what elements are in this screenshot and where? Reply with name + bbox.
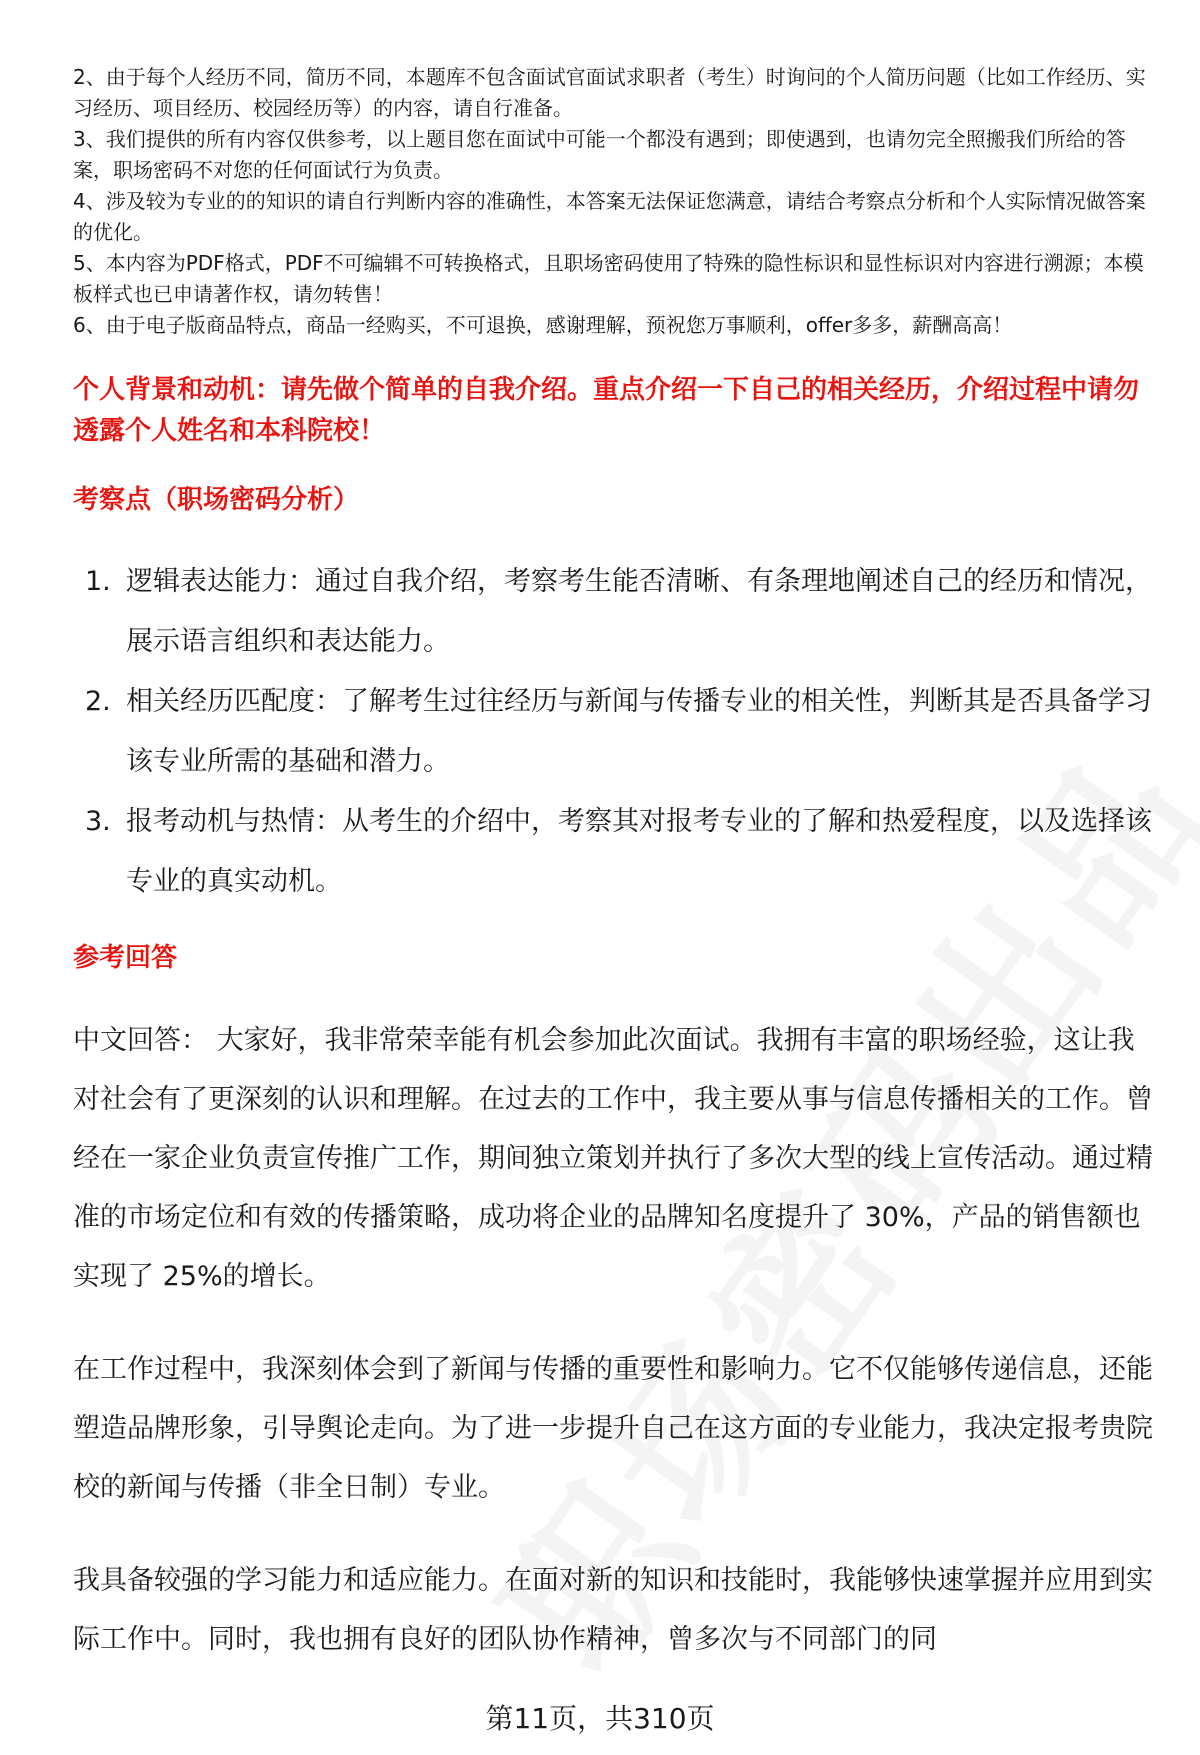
analysis-points-list [73,552,1153,912]
analysis-point [73,552,1153,672]
point-text: 相关经历匹配度：了解考生过往经历与新闻与传播专业的相关性，判断其是否具备学习该专业所需的基础和潜力。 [126,686,1152,777]
note-item: 2、由于每个人经历不同，简历不同，本题库不包含面试官面试求职者（考生）时询问的个人简历问题（比如工作经历、实习经历、项目经历、校园经历等）的内容，请自行准备。 [73,65,1146,120]
note-item: 6、由于电子版商品特点，商品一经购买，不可退换，感谢理解，预祝您万事顺利，offer多多，薪酬高高！ [73,313,1013,337]
point-text: 报考动机与热情：从考生的介绍中，考察其对报考专业的了解和热爱程度，以及选择该专业的真实动机。 [126,806,1152,897]
notes-block [73,62,1153,341]
point-number: 3. [85,806,111,837]
page-number-footer: 第11页，共310页 [0,1699,1200,1739]
answer-paragraph: 我具备较强的学习能力和适应能力。在面对新的知识和技能时，我能够快速掌握并应用到实际工作中。同时，我也拥有良好的团队协作精神，曾多次与不同部门的同 [73,1565,1153,1655]
answer-heading: 参考回答 [73,943,178,973]
point-text: 逻辑表达能力：通过自我介绍，考察考生能否清晰、有条理地阐述自己的经历和情况，展示语言组织和表达能力。 [126,566,1152,657]
note-item: 5、本内容为PDF格式，PDF不可编辑不可转换格式，且职场密码使用了特殊的隐性标识和显性标识对内容进行溯源；本模板样式也已申请著作权，请勿转售！ [73,251,1144,306]
note-item: 4、涉及较为专业的的知识的请自行判断内容的准确性，本答案无法保证您满意，请结合考察点分析和个人实际情况做答案的优化。 [73,189,1146,244]
answer-paragraph: 中文回答： 大家好，我非常荣幸能有机会参加此次面试。我拥有丰富的职场经验，这让我对社会有了更深刻的认识和理解。在过去的工作中，我主要从事与信息传播相关的工作。曾经在一家企业负责宣传推广工作，期间独立策划并执行了多次大型的线上宣传活动。通过精准的市场定位和有效的传播策略，成功将企业的品牌知名度提升了 30%，产品的销售额也实现了 25%的增长。 [73,1025,1153,1292]
point-number: 2. [85,686,111,717]
note-item: 3、我们提供的所有内容仅供参考，以上题目您在面试中可能一个都没有遇到；即使遇到，也请勿完全照搬我们所给的答案，职场密码不对您的任何面试行为负责。 [73,127,1126,182]
answer-paragraph: 在工作过程中，我深刻体会到了新闻与传播的重要性和影响力。它不仅能够传递信息，还能塑造品牌形象，引导舆论走向。为了进一步提升自己在这方面的专业能力，我决定报考贵院校的新闻与传播（非全日制）专业。 [73,1354,1153,1503]
analysis-point [73,672,1153,792]
question-heading: 个人背景和动机：请先做个简单的自我介绍。重点介绍一下自己的相关经历，介绍过程中请勿透露个人姓名和本科院校！ [73,375,1140,446]
analysis-heading: 考察点（职场密码分析） [73,485,360,515]
point-number: 1. [85,566,111,597]
analysis-point [73,792,1153,912]
